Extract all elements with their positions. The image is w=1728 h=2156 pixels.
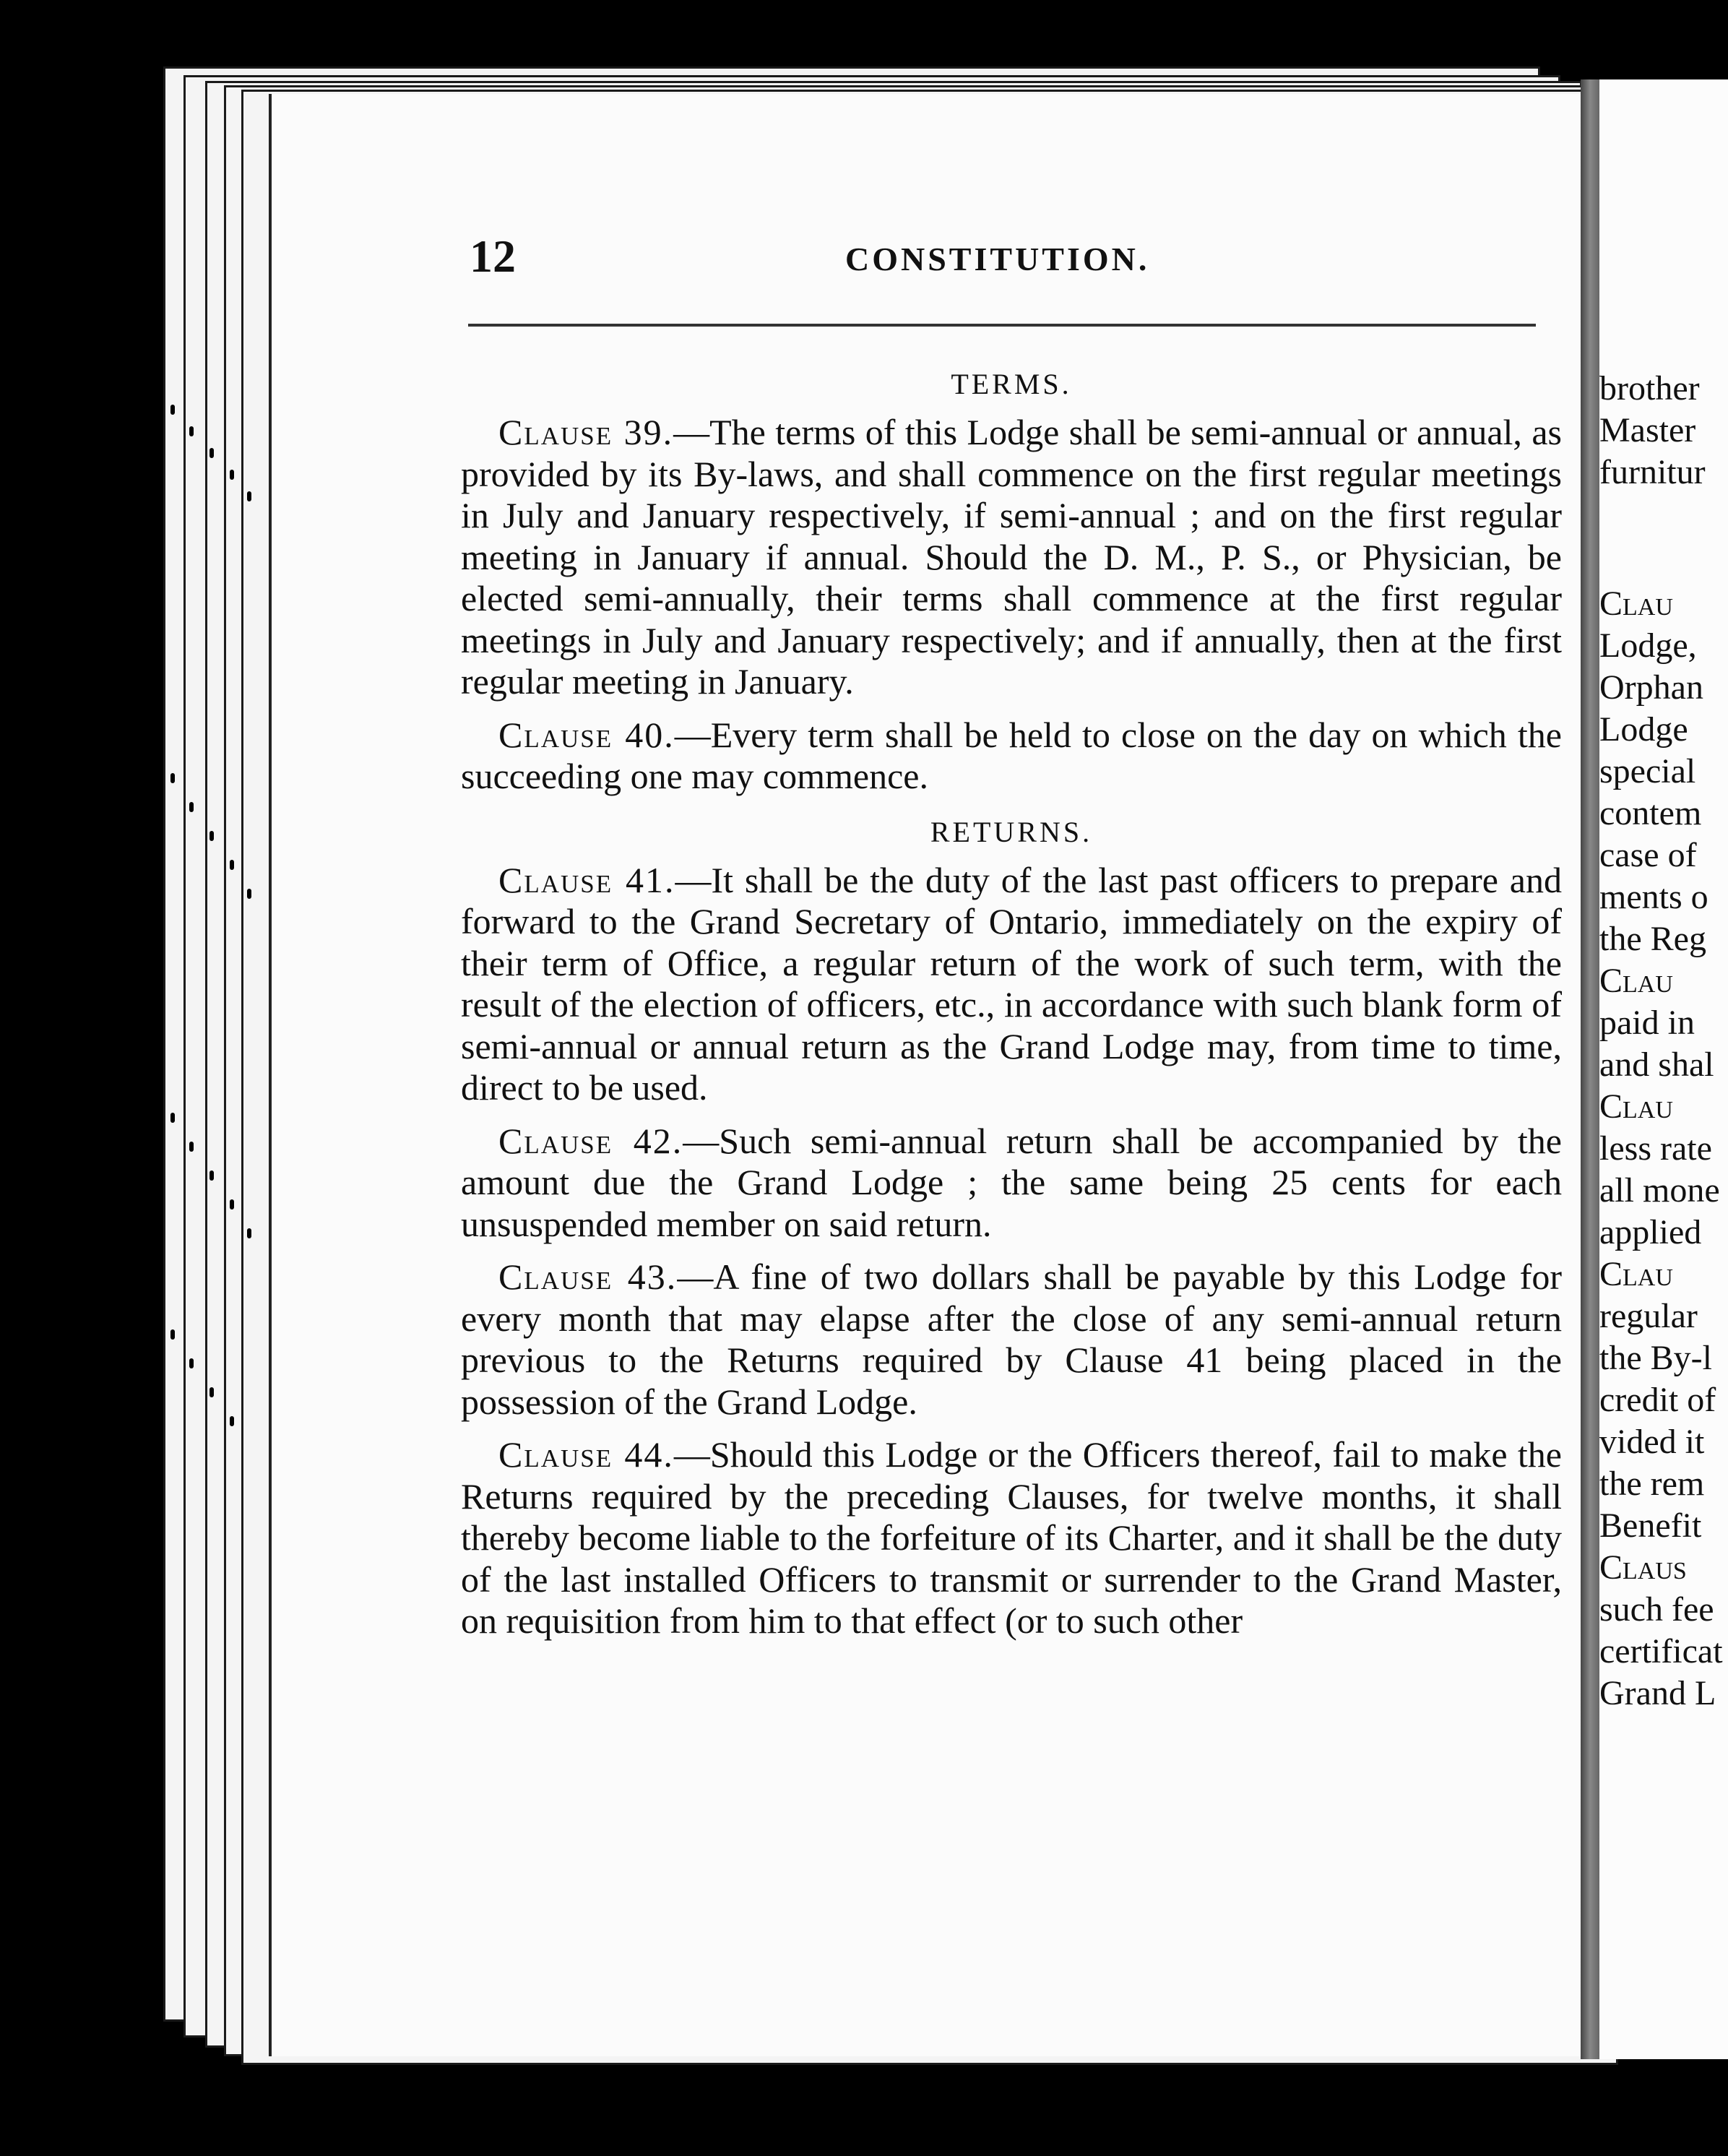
clause-label: Clause 39. bbox=[498, 412, 674, 452]
clause-43 bbox=[461, 1256, 1562, 1423]
clause-40 bbox=[461, 715, 1562, 798]
clause-label: Clause 42. bbox=[498, 1120, 683, 1161]
page-number: 12 bbox=[470, 230, 516, 282]
facing-line: furnitur bbox=[1599, 453, 1706, 491]
facing-line: certificat bbox=[1599, 1632, 1723, 1670]
facing-line: special bbox=[1599, 752, 1696, 790]
facing-line: case of bbox=[1599, 836, 1697, 874]
running-title: CONSTITUTION. bbox=[845, 241, 1150, 277]
facing-line: ments o bbox=[1599, 878, 1708, 916]
facing-line: all mone bbox=[1599, 1171, 1720, 1209]
clause-39 bbox=[461, 412, 1562, 703]
clause-text: —It shall be the duty of the last past officers to prepare and forward to the Grand Secretary of Ontario, immediately on the expiry of their term of Office, a regular return of the work of such term, with the result of the election of officers, etc., in accordance with such blank form of semi-annual or annual return as the Grand Lodge may, from time to time, direct to be used. bbox=[461, 859, 1562, 1108]
facing-line: paid in bbox=[1599, 1004, 1695, 1042]
clause-label: Clause 41. bbox=[498, 859, 675, 900]
body-text bbox=[461, 361, 1562, 1654]
facing-line: brother bbox=[1599, 369, 1700, 408]
clause-label: Clause 43. bbox=[498, 1256, 678, 1297]
clause-label: Clause 44. bbox=[498, 1434, 674, 1475]
facing-page-text bbox=[1599, 368, 1728, 1715]
facing-line: Grand L bbox=[1599, 1674, 1716, 1712]
clause-42 bbox=[461, 1121, 1562, 1246]
facing-line: vided it bbox=[1599, 1423, 1705, 1461]
clause-44 bbox=[461, 1434, 1562, 1642]
clause-label: Clause 40. bbox=[498, 714, 675, 755]
facing-line: Master bbox=[1599, 411, 1696, 449]
facing-line: Clau bbox=[1599, 1087, 1673, 1126]
header-rule bbox=[468, 324, 1536, 327]
clause-text: —A fine of two dollars shall be payable by this Lodge for every month that may elapse after the close of any semi-annual return previous to the Returns required by Clause 41 being placed in the possession of the Grand Lodge. bbox=[461, 1256, 1562, 1422]
clause-text: —The terms of this Lodge shall be semi-annual or annual, as provided by its By-laws, and shall commence on the first regular meetings in July and January respectively, if semi-annual ; and on the first regular meeting in January if annual. Should the D. M., P. S., or Physician, be elected semi-annually, their terms shall commence at the first regular meetings in July and January respectively; and if annually, then at the first regular meeting in January. bbox=[461, 412, 1562, 702]
facing-line: Lodge bbox=[1599, 710, 1688, 749]
clause-text: —Should this Lodge or the Officers thereof, fail to make the Returns required by the preceding Clauses, for twelve months, it shall thereby become liable to the forfeiture of its Charter, and it shall be the duty of the last installed Officers to transmit or surrender to the Grand Master, on requisition from him to that effect (or to such other bbox=[461, 1434, 1562, 1641]
facing-line: Orphan bbox=[1599, 668, 1703, 707]
facing-gap bbox=[1599, 536, 1728, 584]
facing-line: regular bbox=[1599, 1297, 1698, 1335]
clause-41 bbox=[461, 860, 1562, 1109]
facing-line: Clau bbox=[1599, 585, 1673, 623]
facing-line: such fee bbox=[1599, 1590, 1714, 1629]
facing-line: Clau bbox=[1599, 1255, 1673, 1293]
facing-line: Benefit bbox=[1599, 1506, 1702, 1545]
clause-text: —Such semi-annual return shall be accompanied by the amount due the Grand Lodge ; the same being 25 cents for each unsuspended member on said return. bbox=[461, 1120, 1562, 1244]
facing-line: Clau bbox=[1599, 962, 1673, 1000]
section-heading-terms: TERMS. bbox=[951, 368, 1072, 400]
facing-line: and shal bbox=[1599, 1045, 1714, 1084]
facing-line: the rem bbox=[1599, 1465, 1705, 1503]
clause-text: —Every term shall be held to close on the day on which the succeeding one may commence. bbox=[461, 714, 1562, 796]
facing-line: contem bbox=[1599, 794, 1702, 832]
facing-line: the Reg bbox=[1599, 920, 1706, 958]
facing-line: Lodge, bbox=[1599, 626, 1697, 665]
running-head bbox=[470, 230, 1560, 288]
facing-line bbox=[1599, 494, 1728, 536]
facing-line: less rate bbox=[1599, 1129, 1712, 1168]
section-heading-returns: RETURNS. bbox=[930, 815, 1093, 848]
facing-line: the By-l bbox=[1599, 1339, 1712, 1377]
facing-line: credit of bbox=[1599, 1381, 1716, 1419]
facing-line: Claus bbox=[1599, 1548, 1687, 1587]
book-gutter bbox=[1581, 79, 1599, 2059]
facing-line: applied bbox=[1599, 1213, 1702, 1251]
